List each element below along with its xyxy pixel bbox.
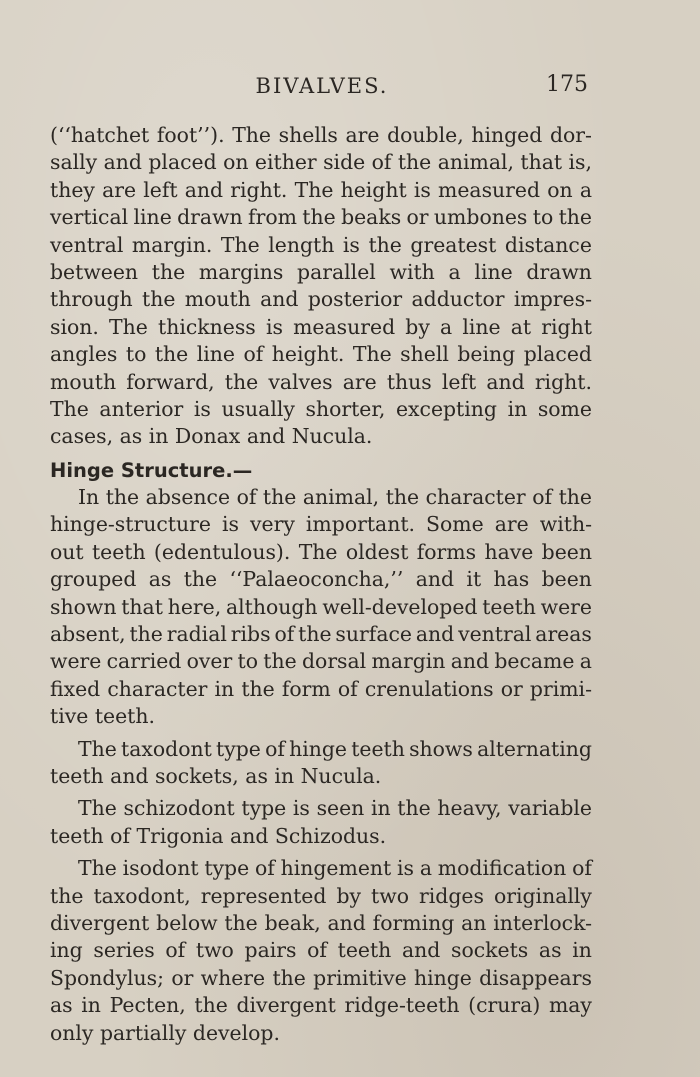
text-line: The anterior is usually shorter, excepting in some xyxy=(50,396,592,421)
text-line: The schizodont type is seen in the heavy, variable xyxy=(78,796,592,821)
text-line: out teeth (edentulous). The oldest forms have been xyxy=(50,539,592,564)
text-line: shown that here, although well-developed teeth were xyxy=(50,594,592,619)
paragraph xyxy=(50,736,592,791)
text-line: mouth forward, the valves are thus left and right. xyxy=(50,369,592,394)
text-line: the taxodont, represented by two ridges originally xyxy=(50,883,592,908)
text-line: Spondylus; or where the primitive hinge disappears xyxy=(50,965,592,990)
page-header xyxy=(52,72,592,104)
section-heading: Hinge Structure.— xyxy=(50,458,253,482)
text-line: The isodont type of hingement is a modification of xyxy=(78,856,592,881)
text-line: ing series of two pairs of teeth and sockets as in xyxy=(50,938,592,963)
text-line: angles to the line of height. The shell being placed xyxy=(50,342,592,367)
text-line: teeth and sockets, as in Nucula. xyxy=(50,763,382,788)
text-line: fixed character in the form of crenulations or primi- xyxy=(50,676,592,701)
text-line: they are left and right. The height is measured on a xyxy=(50,177,592,202)
text-line: only partially develop. xyxy=(50,1020,280,1045)
page-body xyxy=(50,122,592,1047)
paragraph xyxy=(50,855,592,1047)
text-line: absent, the radial ribs of the surface and ventral areas xyxy=(50,622,592,647)
paragraph xyxy=(50,484,592,731)
text-line: were carried over to the dorsal margin and became a xyxy=(50,649,592,674)
text-line: sally and placed on either side of the animal, that is, xyxy=(50,150,592,175)
text-line: grouped as the ‘‘Palaeoconcha,’’ and it has been xyxy=(50,567,592,592)
text-line: (‘‘hatchet foot’’). The shells are double, hinged dor- xyxy=(50,123,592,147)
text-line: The taxodont type of hinge teeth shows alternating xyxy=(78,736,592,761)
text-line: through the mouth and posterior adductor impres- xyxy=(50,287,592,312)
text-line: sion. The thickness is measured by a line at right xyxy=(50,314,592,339)
text-line: vertical line drawn from the beaks or umbones to the xyxy=(50,205,592,230)
text-line: ventral margin. The length is the greatest distance xyxy=(50,232,592,257)
text-line: cases, as in Donax and Nucula. xyxy=(50,424,373,449)
text-line: as in Pecten, the divergent ridge-teeth (crura) may xyxy=(50,993,592,1018)
text-line: divergent below the beak, and forming an interlock- xyxy=(50,910,592,935)
text-line: hinge-structure is very important. Some are with- xyxy=(50,512,592,537)
paragraph xyxy=(50,122,592,451)
paragraph xyxy=(50,795,592,850)
page-number: 175 xyxy=(546,72,588,97)
text-line: teeth of Trigonia and Schizodus. xyxy=(50,823,387,848)
text-line: between the margins parallel with a line drawn xyxy=(50,259,592,284)
text-line: tive teeth. xyxy=(50,704,155,729)
text-line: In the absence of the animal, the character of the xyxy=(78,485,592,510)
running-head: BIVALVES. xyxy=(255,74,389,98)
